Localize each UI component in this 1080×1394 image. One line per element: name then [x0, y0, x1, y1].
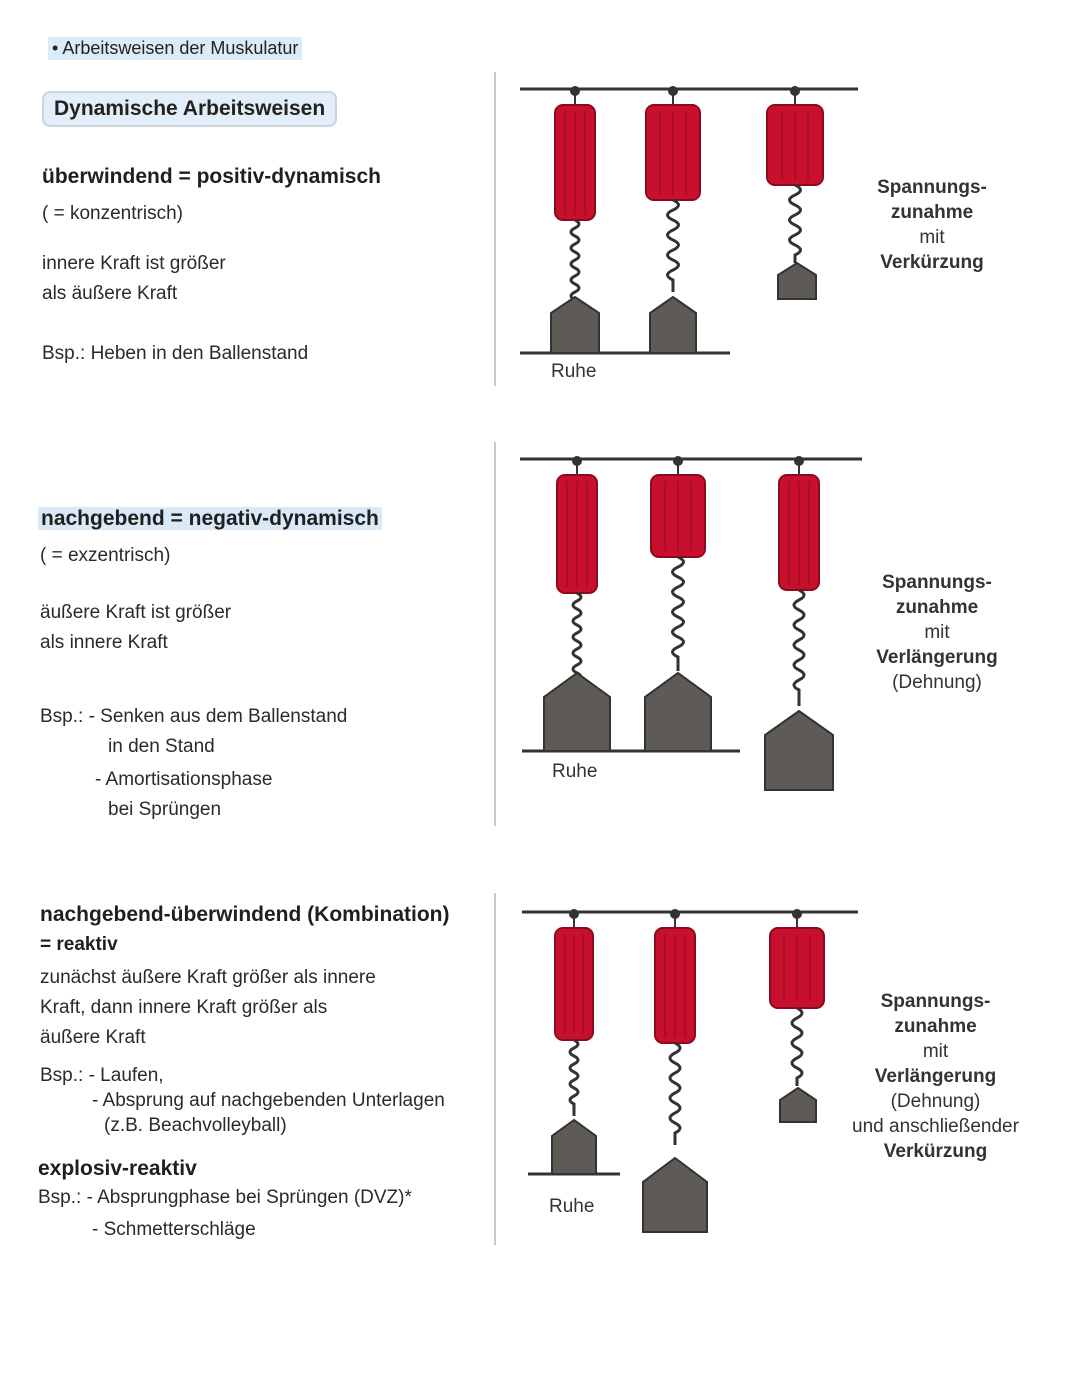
muscle-model-contracted	[767, 86, 823, 299]
section3-example-2: - Absprung auf nachgebenden Unterlagen	[92, 1090, 445, 1111]
muscle-model-contracted	[770, 909, 824, 1122]
section2-example-2-cont: bei Sprüngen	[108, 799, 222, 820]
rest-label-1: Ruhe	[551, 361, 597, 382]
section3-heading: nachgebend-überwindend (Kombination)	[40, 903, 450, 926]
section3-example-1: Bsp.: - Laufen,	[40, 1065, 164, 1086]
muscle-model-mid	[646, 86, 700, 353]
section1-example: Bsp.: Heben in den Ballenstand	[42, 343, 309, 364]
section3-example-4: - Schmetterschläge	[92, 1219, 256, 1240]
section3-sub: = reaktiv	[40, 934, 118, 955]
section3-subheading: explosiv-reaktiv	[38, 1157, 197, 1180]
section2-example-1: Bsp.: - Senken aus dem Ballenstand	[40, 706, 348, 727]
muscle-model-stretched	[643, 909, 707, 1232]
topic-title: • Arbeitsweisen der Muskulatur	[48, 37, 302, 60]
section2-example-1-cont: in den Stand	[108, 736, 215, 757]
section2-sub: ( = exzentrisch)	[40, 545, 171, 566]
diagram-2	[510, 445, 870, 800]
section1-line1: innere Kraft ist größer	[42, 253, 226, 274]
section3-example-3: Bsp.: - Absprungphase bei Sprüngen (DVZ)*	[38, 1187, 412, 1208]
muscle-model-stretched	[765, 456, 833, 790]
section1-heading: überwindend = positiv-dynamisch	[42, 165, 381, 188]
diagram2-caption: Spannungs- zunahme mit Verlängerung (Dehnung)	[876, 572, 998, 693]
divider-line-3	[494, 893, 496, 1245]
section2-line1: äußere Kraft ist größer	[40, 602, 232, 623]
diagram1-caption: Spannungs- zunahme mit Verkürzung	[877, 177, 987, 273]
section1-line2: als äußere Kraft	[42, 283, 178, 304]
section3-text-1: zunächst äußere Kraft größer als innere	[40, 967, 376, 988]
diagram-3	[510, 898, 870, 1238]
divider-line-2	[494, 442, 496, 826]
muscle-model-rest	[544, 456, 610, 751]
section1-sub: ( = konzentrisch)	[42, 203, 183, 224]
muscle-model-rest	[552, 909, 596, 1174]
section2-heading: nachgebend = negativ-dynamisch	[38, 507, 382, 531]
section3-text-3: äußere Kraft	[40, 1027, 146, 1048]
diagram3-caption: Spannungs- zunahme mit Verlängerung (Dehnung) und anschließender Verkürzung	[852, 991, 1019, 1162]
rest-label-2: Ruhe	[552, 761, 598, 782]
divider-line-1	[494, 72, 496, 386]
section-box-heading: Dynamische Arbeitsweisen	[42, 91, 337, 127]
section3-example-2-cont: (z.B. Beachvolleyball)	[104, 1115, 287, 1136]
section2-example-2: - Amortisationsphase	[95, 769, 273, 790]
section3-text-2: Kraft, dann innere Kraft größer als	[40, 997, 328, 1018]
muscle-model-mid	[645, 456, 711, 751]
section2-line2: als innere Kraft	[40, 632, 168, 653]
diagram-1	[510, 75, 870, 365]
muscle-model-rest	[551, 86, 599, 353]
rest-label-3: Ruhe	[549, 1196, 595, 1217]
